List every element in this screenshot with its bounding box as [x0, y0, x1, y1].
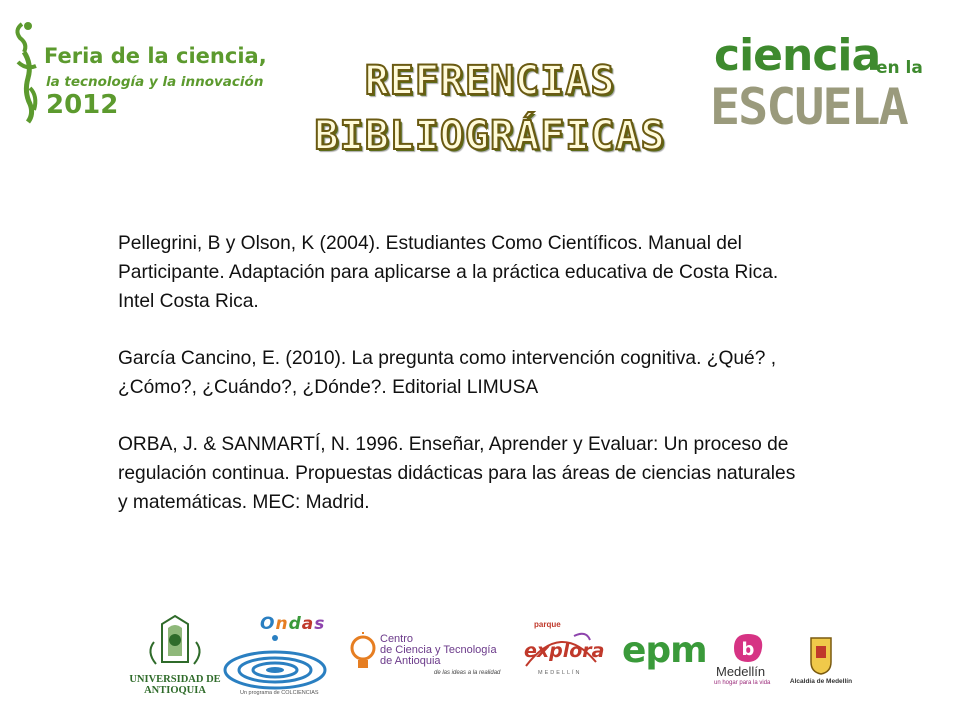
- centro-lightbulb-icon: [348, 632, 378, 676]
- feria-figure-icon: [8, 18, 48, 128]
- reference-item: ORBA, J. & SANMARTÍ, N. 1996. Enseñar, Aprender y Evaluar: Un proceso de regulación continua. Propuestas didácticas para las áreas de ciencias naturales y matemáticas. MEC: Madrid.: [118, 434, 796, 513]
- epm-word: epm: [622, 630, 707, 671]
- parque-explora-logo: [516, 620, 606, 684]
- ondas-word: [260, 614, 325, 634]
- ondas-logo: [220, 612, 330, 704]
- centro-line-3: de Antioquia: [380, 655, 441, 667]
- ciencia-en-la-escuela-logo: [708, 30, 938, 140]
- ondas-letter: a: [301, 614, 315, 634]
- centro-slogan: de las ideas a la realidad: [434, 670, 501, 676]
- ondas-waves-icon: [220, 632, 330, 692]
- logo-word-en-la: en la: [876, 58, 923, 78]
- medellin-slogan: un hogar para la vida: [714, 680, 771, 686]
- ondas-letter: n: [275, 614, 289, 634]
- alcaldia-name: Alcaldía de Medellín: [789, 678, 853, 685]
- centro-line-1: Centro: [380, 633, 414, 645]
- page-title-line-2: BIBLIOGRÁFICAS: [314, 113, 666, 159]
- explora-word: explora: [524, 640, 605, 662]
- udea-name: UNIVERSIDAD DE ANTIOQUIA: [129, 674, 221, 696]
- udea-logo: [126, 612, 224, 704]
- feria-year: 2012: [46, 90, 119, 120]
- centro-line-2: de Ciencia y Tecnología: [380, 644, 497, 656]
- reference-item: Pellegrini, B y Olson, K (2004). Estudiantes Como Científicos. Manual del Participante. Adaptación para aplicarse a la práctica educativa de Costa Rica. Intel Costa Rica.: [118, 233, 779, 312]
- svg-text:b: b: [741, 639, 755, 660]
- epm-logo: [622, 630, 707, 680]
- medellin-logo: [712, 630, 784, 690]
- ondas-letter: s: [314, 614, 326, 634]
- alcaldia-logo: [786, 636, 856, 690]
- reference-item: García Cancino, E. (2010). La pregunta como intervención cognitiva. ¿Qué? , ¿Cómo?, ¿Cuándo?, ¿Dónde?. Editorial LIMUSA: [118, 348, 777, 398]
- udea-seal-icon: [126, 612, 224, 674]
- ondas-letter: d: [288, 614, 302, 634]
- explora-top-word: parque: [534, 620, 561, 629]
- medellin-b-icon: [728, 630, 768, 664]
- feria-subtitle: la tecnología y la innovación: [46, 74, 264, 90]
- page-title-line-1: REFRENCIAS: [364, 58, 616, 104]
- alcaldia-shield-icon: [786, 636, 856, 676]
- ondas-letter: O: [260, 614, 276, 634]
- logo-word-ciencia: ciencia: [714, 30, 881, 81]
- logo-word-escuela: ESCUELA: [710, 78, 907, 136]
- ondas-subtitle: Un programa de COLCIENCIAS: [240, 690, 319, 696]
- centro-ciencia-logo: [348, 626, 510, 682]
- medellin-word: Medellín: [716, 664, 766, 679]
- references-list: [118, 229, 798, 545]
- feria-title: Feria de la ciencia,: [44, 44, 267, 68]
- explora-city: MEDELLÍN: [538, 670, 582, 676]
